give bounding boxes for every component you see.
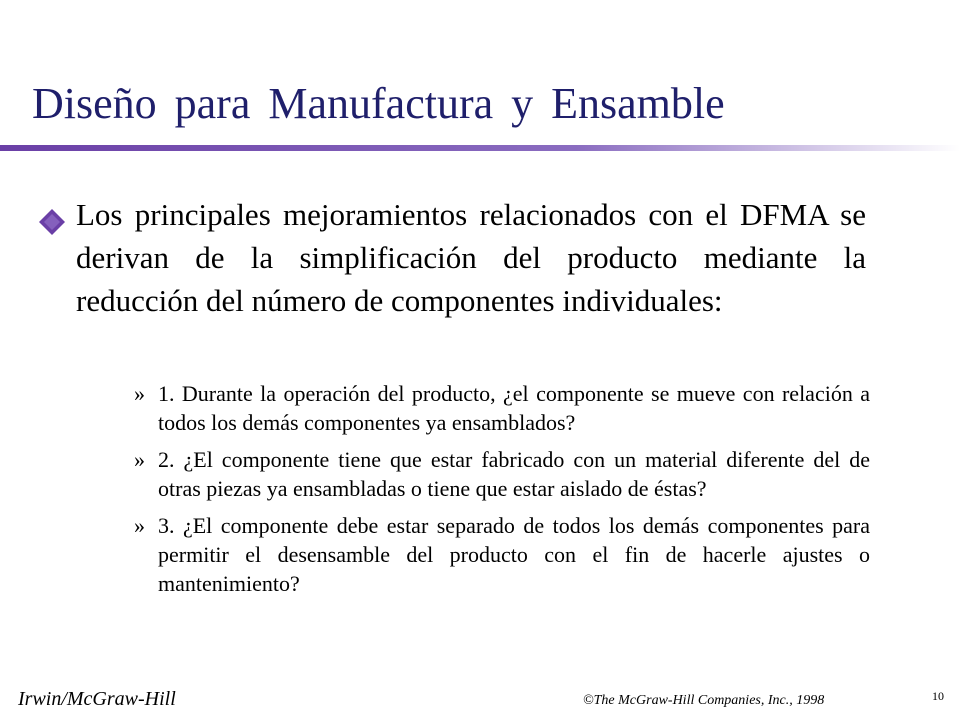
sub-bullet-text-1: 1. Durante la operación del producto, ¿el componente se mueve con relación a todos los demás componentes ya ensamblados? <box>158 381 870 435</box>
sub-bullet-text-2: 2. ¿El componente tiene que estar fabricado con un material diferente del de otras piezas ya ensambladas o tiene que estar aislado de éstas? <box>158 447 870 501</box>
sub-bullet-marker: » <box>134 513 145 538</box>
main-bullet-text: Los principales mejoramientos relacionados con el DFMA se derivan de la simplificación del producto mediante la reducción del número de componentes individuales: <box>76 197 866 318</box>
title-underline <box>0 145 960 151</box>
page-number: 10 <box>932 689 944 703</box>
sub-bullet-marker: » <box>134 447 145 472</box>
sub-bullet-list <box>134 379 870 598</box>
sub-bullet-item-1 <box>134 379 870 437</box>
footer-publisher: Irwin/McGraw-Hill <box>18 688 176 710</box>
diamond-bullet-icon <box>38 208 66 236</box>
sub-bullet-text-3: 3. ¿El componente debe estar separado de todos los demás componentes para permitir el desensamble del producto con el fin de hacerle ajustes o mantenimiento? <box>158 513 870 596</box>
slide-title: Diseño para Manufactura y Ensamble <box>32 79 725 128</box>
sub-bullet-marker: » <box>134 381 145 406</box>
sub-bullet-item-2 <box>134 445 870 503</box>
footer-copyright: ©The McGraw-Hill Companies, Inc., 1998 <box>583 693 825 708</box>
sub-bullet-item-3 <box>134 511 870 598</box>
